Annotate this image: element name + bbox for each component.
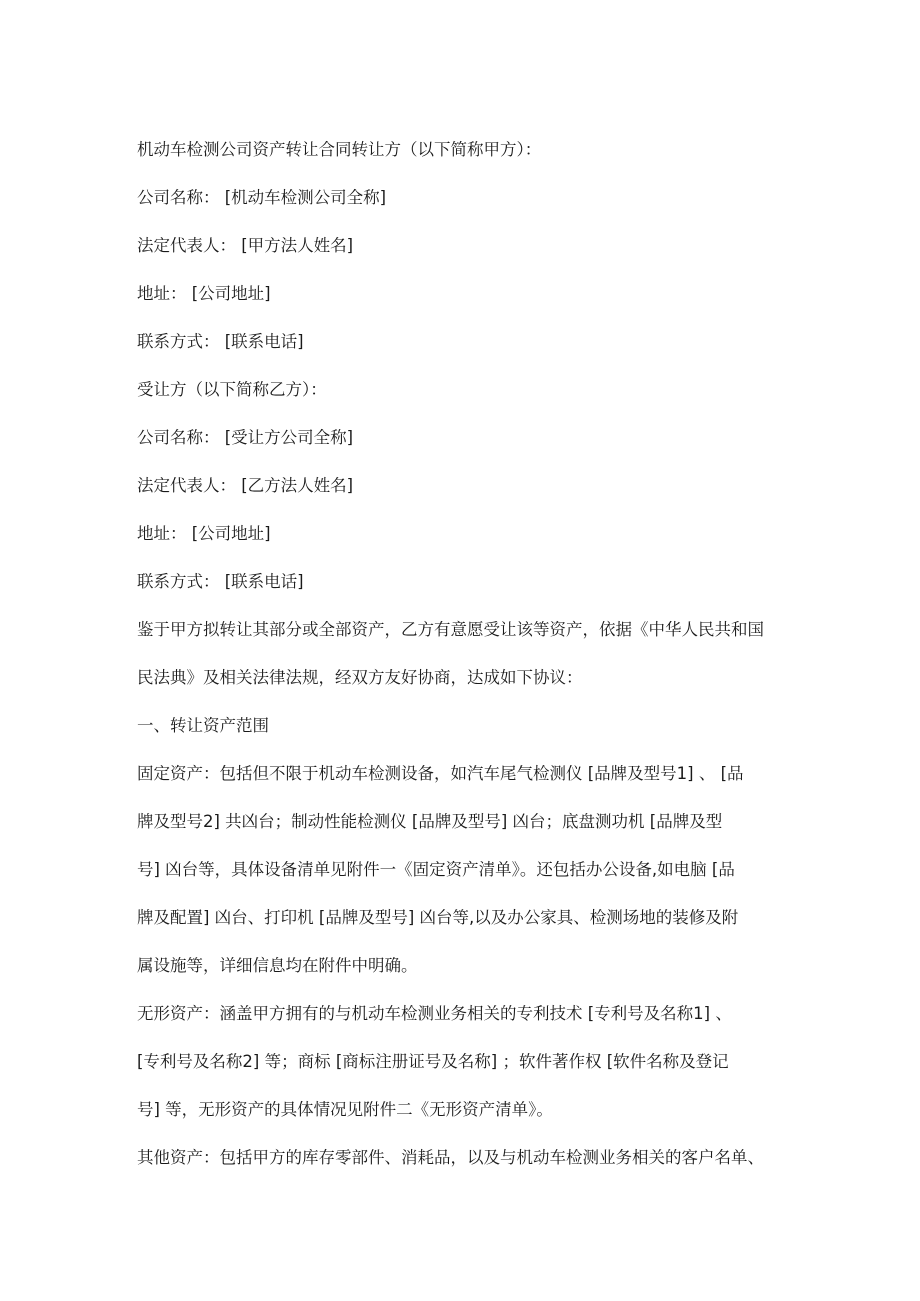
- section-1-title: 一、转让资产范围: [137, 716, 269, 735]
- party-a-contact: 联系方式： [联系电话]: [137, 332, 304, 351]
- preamble-line: 民法典》及相关法律法规，经双方友好协商，达成如下协议：: [137, 668, 583, 687]
- party-a-legal-rep: 法定代表人： [甲方法人姓名]: [137, 236, 354, 255]
- fixed-assets-line: 属设施等，详细信息均在附件中明确。: [137, 956, 418, 975]
- document-body: [137, 126, 787, 1182]
- transferor-heading: 机动车检测公司资产转让合同转让方（以下简称甲方）：: [137, 140, 542, 159]
- intangible-assets-line: [专利号及名称2] 等；商标 [商标注册证号及名称] ；软件著作权 [软件名称及登记: [137, 1052, 729, 1071]
- preamble-paragraph: [137, 606, 787, 702]
- other-assets-line: 其他资产：包括甲方的库存零部件、消耗品，以及与机动车检测业务相关的客户名单、: [137, 1148, 764, 1167]
- preamble-line: 鉴于甲方拟转让其部分或全部资产，乙方有意愿受让该等资产，依据《中华人民共和国: [137, 620, 764, 639]
- fixed-assets-line: 号] 凶台等，具体设备清单见附件一《固定资产清单》。还包括办公设备,如电脑 [品: [137, 860, 735, 879]
- fixed-assets-line: 牌及配置] 凶台、打印机 [品牌及型号] 凶台等,以及办公家具、检测场地的装修及附: [137, 908, 739, 927]
- fixed-assets-paragraph: [137, 750, 787, 990]
- intangible-assets-line: 无形资产：涵盖甲方拥有的与机动车检测业务相关的专利技术 [专利号及名称1] 、: [137, 1004, 732, 1023]
- fixed-assets-line: 固定资产：包括但不限于机动车检测设备，如汽车尾气检测仪 [品牌及型号1] 、 [品: [137, 764, 744, 783]
- party-a-company-name: 公司名称： [机动车检测公司全称]: [137, 188, 387, 207]
- other-assets-paragraph: [137, 1134, 787, 1182]
- party-b-company-name: 公司名称： [受让方公司全称]: [137, 428, 354, 447]
- party-b-address: 地址： [公司地址]: [137, 524, 271, 543]
- intangible-assets-paragraph: [137, 990, 787, 1134]
- party-b-legal-rep: 法定代表人： [乙方法人姓名]: [137, 476, 354, 495]
- party-a-address: 地址： [公司地址]: [137, 284, 271, 303]
- fixed-assets-line: 牌及型号2] 共凶台；制动性能检测仪 [品牌及型号] 凶台；底盘测功机 [品牌及型: [137, 812, 723, 831]
- intangible-assets-line: 号] 等，无形资产的具体情况见附件二《无形资产清单》。: [137, 1100, 553, 1119]
- transferee-heading: 受让方（以下简称乙方）：: [137, 380, 327, 399]
- party-b-contact: 联系方式： [联系电话]: [137, 572, 304, 591]
